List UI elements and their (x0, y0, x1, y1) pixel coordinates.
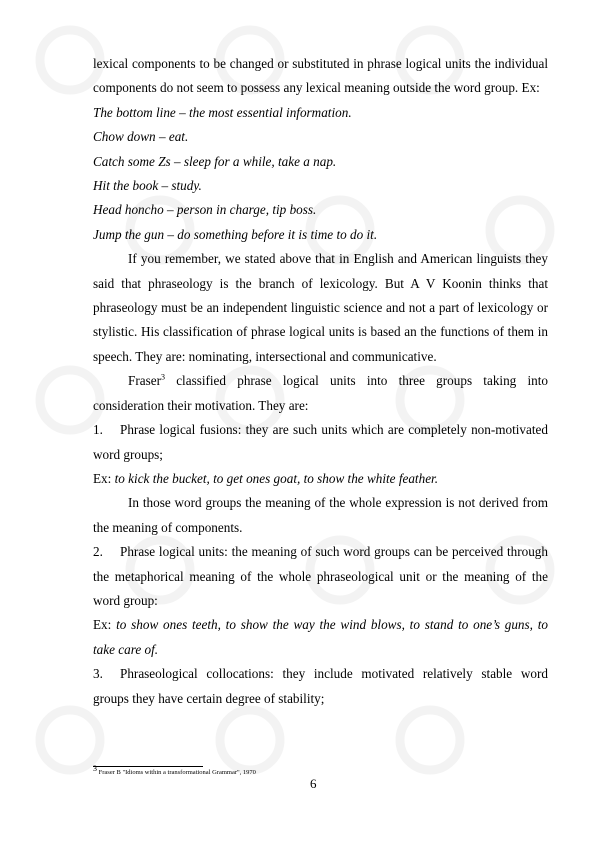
list-number: 2. (93, 544, 103, 560)
footnote-divider (93, 766, 203, 767)
paragraph-fusions-meaning: In those word groups the meaning of the whole expression is not derived from the meaning of components. (93, 495, 548, 535)
list-text: Phraseological collocations: they include motivated relatively stable word groups they have certain degree of stability; (93, 666, 548, 706)
fraser-text: classified phrase logical units into three groups taking into consideration their motivation. They are: (93, 373, 548, 413)
example-label: Ex: (93, 617, 112, 633)
footnote (93, 763, 256, 777)
example-line: Jump the gun – do something before it is time to do it. (93, 226, 378, 242)
paragraph-fraser (93, 369, 548, 418)
list-item-3 (93, 662, 548, 711)
list-text: Phrase logical units: the meaning of such word groups can be perceived through the metaphorical meaning of the whole phraseological unit or the meaning of the word group: (93, 544, 548, 608)
example-label: Ex: (93, 470, 112, 486)
example-line: Catch some Zs – sleep for a while, take a nap. (93, 153, 337, 169)
example-line: Chow down – eat. (93, 129, 189, 145)
list-item-2 (93, 540, 548, 613)
example-line: Head honcho – person in charge, tip boss. (93, 202, 317, 218)
footnote-text: Fraser B "Idioms within a transformational Grammar", 1970 (97, 769, 256, 776)
example-paragraph-2 (93, 613, 548, 662)
example-paragraph-1 (93, 467, 548, 491)
example-text: to kick the bucket, to get ones goat, to show the white feather. (111, 470, 439, 486)
list-number: 1. (93, 422, 103, 438)
footnote-mark: 3 (93, 763, 97, 773)
list-number: 3. (93, 666, 103, 682)
paragraph-intro: lexical components to be changed or substituted in phrase logical units the individual components do not seem to possess any lexical meaning outside the word group. Ex: (93, 56, 548, 96)
paragraph-koonin: If you remember, we stated above that in English and American linguists they said that phraseology is the branch of lexicology. But A V Koonin thinks that phraseology must be an independent linguistic science and not a part of lexicology or stylistic. His classification of phrase logical units is based an the functions of them in speech. They are: nominating, intersectional and communicative. (93, 251, 548, 364)
example-line: Hit the book – study. (93, 178, 202, 194)
page-number: 6 (310, 776, 317, 791)
example-text: to show ones teeth, to show the way the wind blows, to stand to one’s guns, to take care of. (93, 617, 548, 657)
footnote-ref: 3 (160, 372, 165, 382)
example-line: The bottom line – the most essential information. (93, 104, 352, 120)
document-body (93, 52, 548, 711)
list-text: Phrase logical fusions: they are such units which are completely non-motivated word groups; (93, 422, 548, 462)
fraser-name: Fraser (128, 373, 161, 389)
list-item-1 (93, 418, 548, 467)
